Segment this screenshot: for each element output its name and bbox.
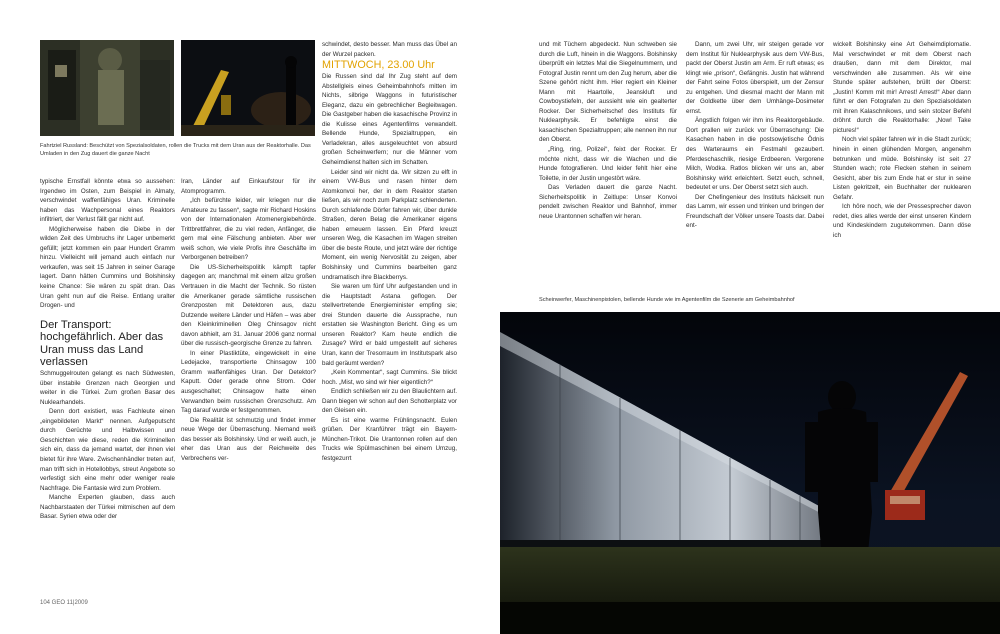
column-4 [539, 40, 677, 221]
paragraph: „Kein Kommentar“, sagt Cummins. Sie blickt hoch. „Mist, wo sind wir hier eigentlich?“ [322, 369, 457, 386]
column-6 [833, 40, 971, 240]
photo-caption-top: Fahrtziel Russland: Beschützt von Spezialsoldaten, rollen die Trucks mit dem Uran aus der Reaktorhalle. Das Umladen in den Zug dauert die ganze Nacht [40, 143, 311, 157]
paragraph: Ängstlich folgen wir ihm ins Reaktorgebäude. Dort prallen wir zurück vor Überraschung: Die Kasachen haben in die postsowjetische Ödnis des Warteraums ein Festmahl gezaubert. Pferdeschaschlik, riesige Erdbeeren. Vergorene Milch, Wodka. Ratlos blicken wir uns an, aber Bolshinsky wirkt erleichtert. Setzt euch, schnell, bedeutet er uns. Der Oberst setzt sich auch. [686, 117, 824, 192]
page-folio: 104 GEO 11|2009 [40, 600, 88, 606]
paragraph: Die Russen sind da! Ihr Zug steht auf dem Abstellgleis eines Geheimbahnhofs mitten im Nichts, silbrige Waggons in futuristischer Eleganz, dazu ein gebrechlicher Begleitwagen. Die Gastgeber haben die kasachische Provinz in die Kulisse eines Agentenfilms verwandelt. Bellende Hunde, Spezialtruppen, ein Verladekran, alles ausgeleuchtet von absurd großen Scheinwerfern; nur die Männer vom Geheimdienst halten sich im Schatten. [322, 73, 457, 167]
column-3 [322, 40, 457, 464]
photo-soldiers [40, 40, 174, 136]
paragraph: Die Realität ist schmutzig und findet immer neue Wege der Überraschung. Niemand weiß das besser als Bolshinsky. Und er weiß auch, je eher das Uran aus der Reichweite des Verbrechens ver- [181, 416, 316, 462]
column-5 [686, 40, 824, 231]
photo-train-night [500, 312, 1000, 634]
paragraph: „Ich befürchte leider, wir kriegen nur die Amateure zu fassen“, sagte mir Richard Hoskins von der Internationalen Atomenergiebehörde. Trittbrettfahrer, die zu viel reden, Anfänger, die gern mal eine Fälschung anbieten. Aber wer weiß schon, wie viele Profis ihre Geschäfte im Verborgenen betreiben? [181, 197, 316, 262]
paragraph: Manche Experten glauben, dass auch Nachbarstaaten der Türkei mitmischen auf dem Basar. Syrien etwa oder der [40, 494, 175, 521]
paragraph: Möglicherweise haben die Diebe in der wilden Zeit des Umbruchs ihr Lager unbemerkt gefüllt; jetzt kommen ein paar Hundert Gramm hinzu. Vielleicht will jemand auch einfach nur verkaufen, was seit 15 Jahren in seiner Garage lagert. Dann hätten Cummins und Bolshinsky keine Chance: Sie wären zu spät dran. Das Uran geht nun auf die Reise. Entlang uralter Drogen- und [40, 225, 175, 310]
paragraph: typische Ernstfall könnte etwa so aussehen: Irgendwo im Osten, zum Beispiel in Almaty, verschwindet waffenfähiges Uran. Kriminelle haben das Wachpersonal eines Reaktors infiltriert, der Verlust fällt gar nicht auf. [40, 178, 175, 224]
paragraph: Iran, Länder auf Einkaufstour für ihr Atomprogramm. [181, 178, 316, 195]
paragraph: wickelt Bolshinsky eine Art Geheimdiplomatie. Mal verschwindet er mit dem Oberst nach draußen, dann mit dem Direktor, mal verschwinden alle zusammen. Als wir eine Stunde später aufstehen, brüllt der Oberst: „Justin! Komm mit mir! Arrest! Arrest!“ Aber dann führt er den Fotografen zu den Spezialsoldaten mit ihren Kalaschnikows, und sein stolzer Befehl dröhnt durch die Reaktorhalle: „Now! Take pictures!“ [833, 41, 971, 134]
paragraph: Endlich schließen wir zu den Blaulichtern auf. Dann biegen wir schon auf den Schotterplatz vor den Gleisen ein. [322, 388, 457, 415]
photo-caption-train: Scheinwerfer, Maschinenpistolen, bellende Hunde wie im Agentenfilm die Szenerie am Geheimbahnhof [539, 297, 795, 303]
paragraph: Noch viel später fahren wir in die Stadt zurück; hinein in einen glühenden Morgen, angenehm betrunken und müde. Bolshinsky ist seit 27 Stunden wach; rote Flecken stehen in seinem Gesicht, aber bis zum Ende hat er stur in seine Listen gekritzelt, ein Buchhalter der nuklearen Gefahr. [833, 136, 971, 201]
column-2 [181, 177, 316, 463]
paragraph: Der Chefingenieur des Instituts häckselt nun das Lamm, wir essen und trinken und bringen der Freundschaft der Völker unsere Toasts dar. Dabei ent- [686, 193, 824, 230]
paragraph: In einer Plastiktüte, eingewickelt in eine Ledejacke, transportierte Chinsagow 100 Gramm waffenfähiges Uran. Der Detektor? Kaputt. Oder gerade ohne Strom. Oder ausgeschaltet; Chinsagow hatte einen Verwandten beim russischen Grenzschutz. Am Tag darauf wurde er festgenommen. [181, 349, 316, 415]
paragraph: schwindet, desto besser. Man muss das Übel an der Wurzel packen. [322, 41, 457, 58]
paragraph: und mit Tüchern abgedeckt. Nun schweben sie durch die Luft, hinein in die Waggons. Bolshinsky überprüft ein letztes Mal die Siegelnummern, und Fotograf Justin rennt um den Zug herum, aber die Szene gehört nicht ihm. Hier regiert ein Kleiner Mann mit Haartolle, Jeanskluft und Cowboystiefeln, der aussieht wie ein gealterter Rocker. Der Sicherheitschef des Instituts für Nuklearphysik. Er befehligte einst die kasachischen Spezialtruppen; alle nennen ihn nur den Oberst. [539, 41, 677, 144]
paragraph: Es ist eine warme Frühlingsnacht. Eulen grüßen. Der Kranführer trägt ein Bayern-München-Trikot. Die Urantonnen rollen auf den Trucks wie Spülmaschinen bei einem Umzug, festgezurrt [322, 416, 457, 462]
time-heading: MITTWOCH, 23.00 Uhr [322, 59, 435, 72]
paragraph: Schmuggelrouten gelangt es nach Südwesten, über instabile Grenzen nach Georgien und weiter in die Türkei. Zum großen Basar des Nuklearhandels. [40, 370, 175, 406]
paragraph: „Ring, ring, Polizei“, feixt der Rocker. Er möchte nicht, dass wir die Wachen und die Hunde fotografieren. Und leider fehlt hier eine Toilette, in der Justin ungestört wäre. [539, 146, 677, 182]
paragraph: Denn dort existiert, was Fachleute einen „eingebildeten Markt“ nennen. Aufgeputscht durch Gerüchte und Halbwissen und Geschichten wie diese, reden die Kriminellen sich ein, dass da jemand wartet, der ihnen viel bietet für ihre Ware. Zwischenhändler treten auf, man trifft sich in Hotellobbys, streut Angebote so verfestigt sich eine mehr oder weniger reale Nachfrage. Die Fantasie wird zum Problem. [40, 408, 175, 492]
paragraph: Die US-Sicherheitspolitik kämpft tapfer dagegen an; manchmal mit einem allzu großen Vertrauen in die Macht der Technik. So rüsten die Amerikaner gerade sämtliche russischen Grenzposten mit Detektoren aus, dazu Dutzende weitere Länder und Häfen – was aber den Kleinkriminellen Oleg Chinsagov nicht davon abhielt, am 31. Januar 2006 ganz normal über die russisch-georgische Grenze zu fahren. [181, 263, 316, 348]
paragraph: Ich höre noch, wie der Pressesprecher davon redet, dies alles werde der einst unseren Kindern und Kindeskindern zugutekommen. Dann döse ich [833, 203, 971, 239]
section-heading: Der Transport: hochgefährlich. Aber das Uran muss das Land verlassen [40, 318, 164, 369]
paragraph: Das Verladen dauert die ganze Nacht. Sicherheitspolitik in Zeitlupe: Unser Konvoi pendelt zwischen Reaktor und Bahnhof, immer neue Urantonnen schaffen wir heran. [539, 184, 677, 220]
photo-crane-night [181, 40, 315, 136]
paragraph: Dann, um zwei Uhr, wir steigen gerade vor dem Institut für Nuklearphysik aus dem VW-Bus, packt der Oberst Justin am Arm. Er ruft etwas; es klingt wie „prison“, Gefängnis. Justin hat während der Fahrt seine Fotos überspielt, um der Zensur zu entgehen. Und diesmal macht der Mann mit der Goldkette über dem Umhänge-Dosimeter ernst. [686, 41, 824, 115]
paragraph: Leider sind wir nicht da. Wir sitzen zu elft in einem VW-Bus und rasen hinter dem Atomkonvoi her, der in dem Reaktor starten ließen, als wir noch zum Parkplatz schlenderten. Durch schlafende Dörfer fahren wir, über dunkle Straßen, deren Belag die Amerikaner eigens haben erneuern lassen. Ein Pferd kreuzt unseren Weg, die Kasachen im Wagen streiten über die beste Route, und jetzt wäre der richtige Moment, ein wenig Nervosität zu zeigen, aber Bolshinsky und Cummins bearbeiten ganz undramatisch ihre Blackberrys. [322, 168, 457, 281]
paragraph: Sie waren um fünf Uhr aufgestanden und in die Hauptstadt Astana geflogen. Der stellvertretende Energieminister empfing sie; drei Stunden dauerte die Aussprache, nun erstatten sie Washington Bericht. Ging es um unseren Reaktor? Kam heute endlich die Zusage? Wird er bald umgestellt auf sicheres Uran, kann der Tresorraum im Institutspark also bald geräumt werden? [322, 283, 457, 367]
column-1 [40, 177, 175, 522]
